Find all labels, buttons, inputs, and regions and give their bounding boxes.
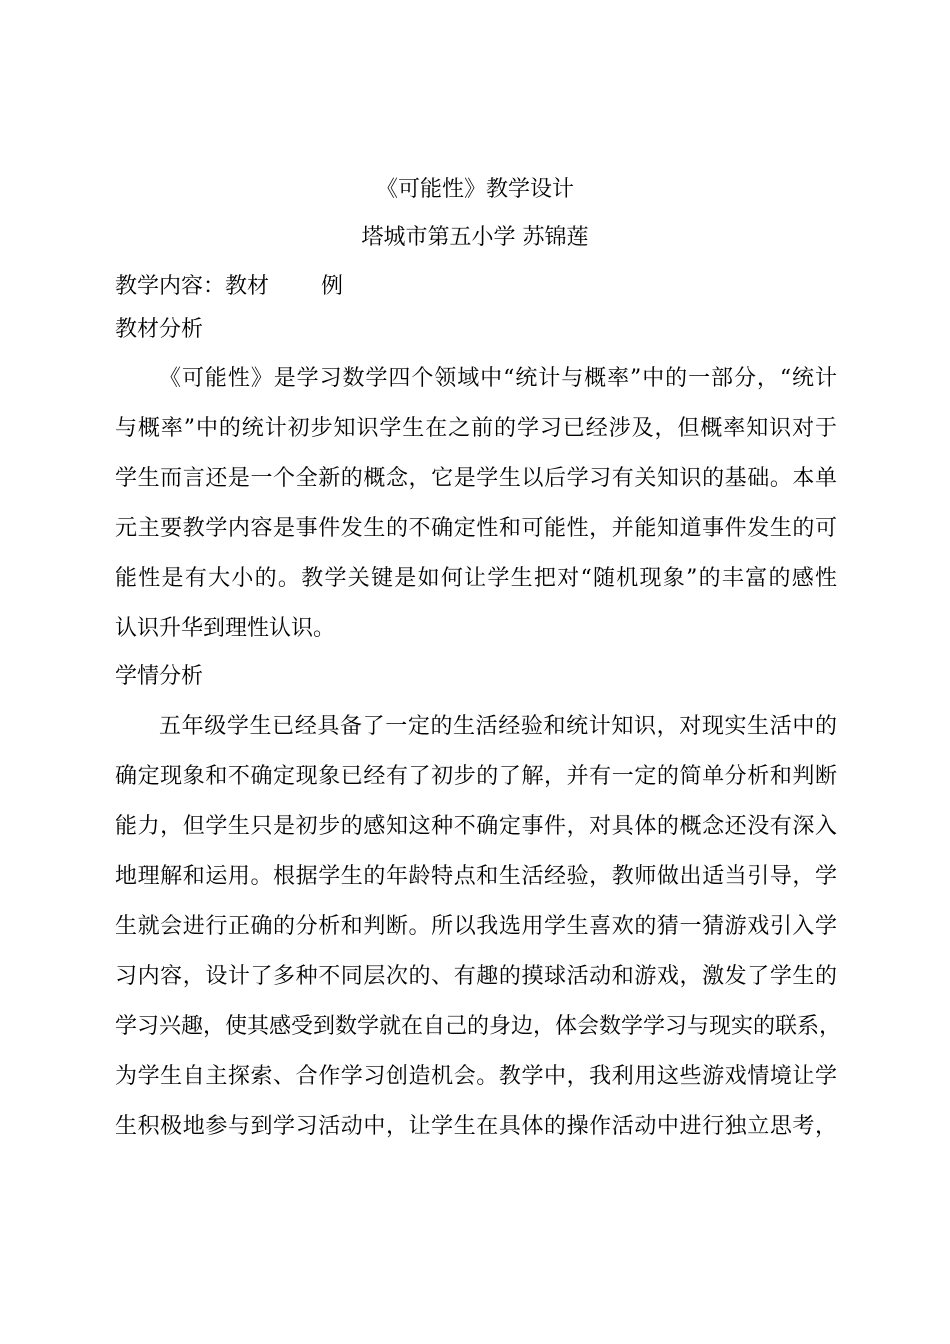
paragraph-line: 认识升华到理性认识。 (115, 616, 336, 641)
section-heading-student-analysis: 学情分析 (115, 664, 204, 689)
teaching-content-label: 教学内容：教材 (115, 274, 270, 299)
paragraph-line: 与概率”中的统计初步知识学生在之前的学习已经涉及，但概率知识对于 (115, 416, 837, 441)
section-heading-textbook-analysis: 教材分析 (115, 317, 204, 342)
paragraph-line: 能性是有大小的。教学关键是如何让学生把对“随机现象”的丰富的感性 (115, 566, 837, 591)
paragraph-line: 生积极地参与到学习活动中，让学生在具体的操作活动中进行独立思考， (115, 1114, 837, 1139)
document-title: 《可能性》教学设计 (375, 177, 574, 202)
paragraph-line: 元主要教学内容是事件发生的不确定性和可能性，并能知道事件发生的可 (115, 516, 837, 541)
paragraph-line: 能力，但学生只是初步的感知这种不确定事件，对具体的概念还没有深入 (115, 814, 837, 839)
paragraph-line: 五年级学生已经具备了一定的生活经验和统计知识，对现实生活中的 (159, 714, 837, 739)
paragraph-line: 习内容，设计了多种不同层次的、有趣的摸球活动和游戏，激发了学生的 (115, 964, 837, 989)
teaching-content-example: 例 (321, 274, 344, 299)
paragraph-line: 确定现象和不确定现象已经有了初步的了解，并有一定的简单分析和判断 (115, 764, 837, 789)
teaching-content-line (115, 272, 837, 302)
paragraph-line: 学生而言还是一个全新的概念，它是学生以后学习有关知识的基础。本单 (115, 466, 837, 491)
paragraph-line: 为学生自主探索、合作学习创造机会。教学中，我利用这些游戏情境让学 (115, 1064, 837, 1089)
paragraph-line: 地理解和运用。根据学生的年龄特点和生活经验，教师做出适当引导，学 (115, 864, 837, 889)
author-line: 塔城市第五小学 苏锦莲 (361, 225, 589, 250)
paragraph-line: 《可能性》是学习数学四个领域中“统计与概率”中的一部分，“统计 (159, 366, 837, 391)
paragraph-line: 生就会进行正确的分析和判断。所以我选用学生喜欢的猜一猜游戏引入学 (115, 914, 837, 939)
paragraph-line: 学习兴趣，使其感受到数学就在自己的身边，体会数学学习与现实的联系， (115, 1014, 842, 1039)
